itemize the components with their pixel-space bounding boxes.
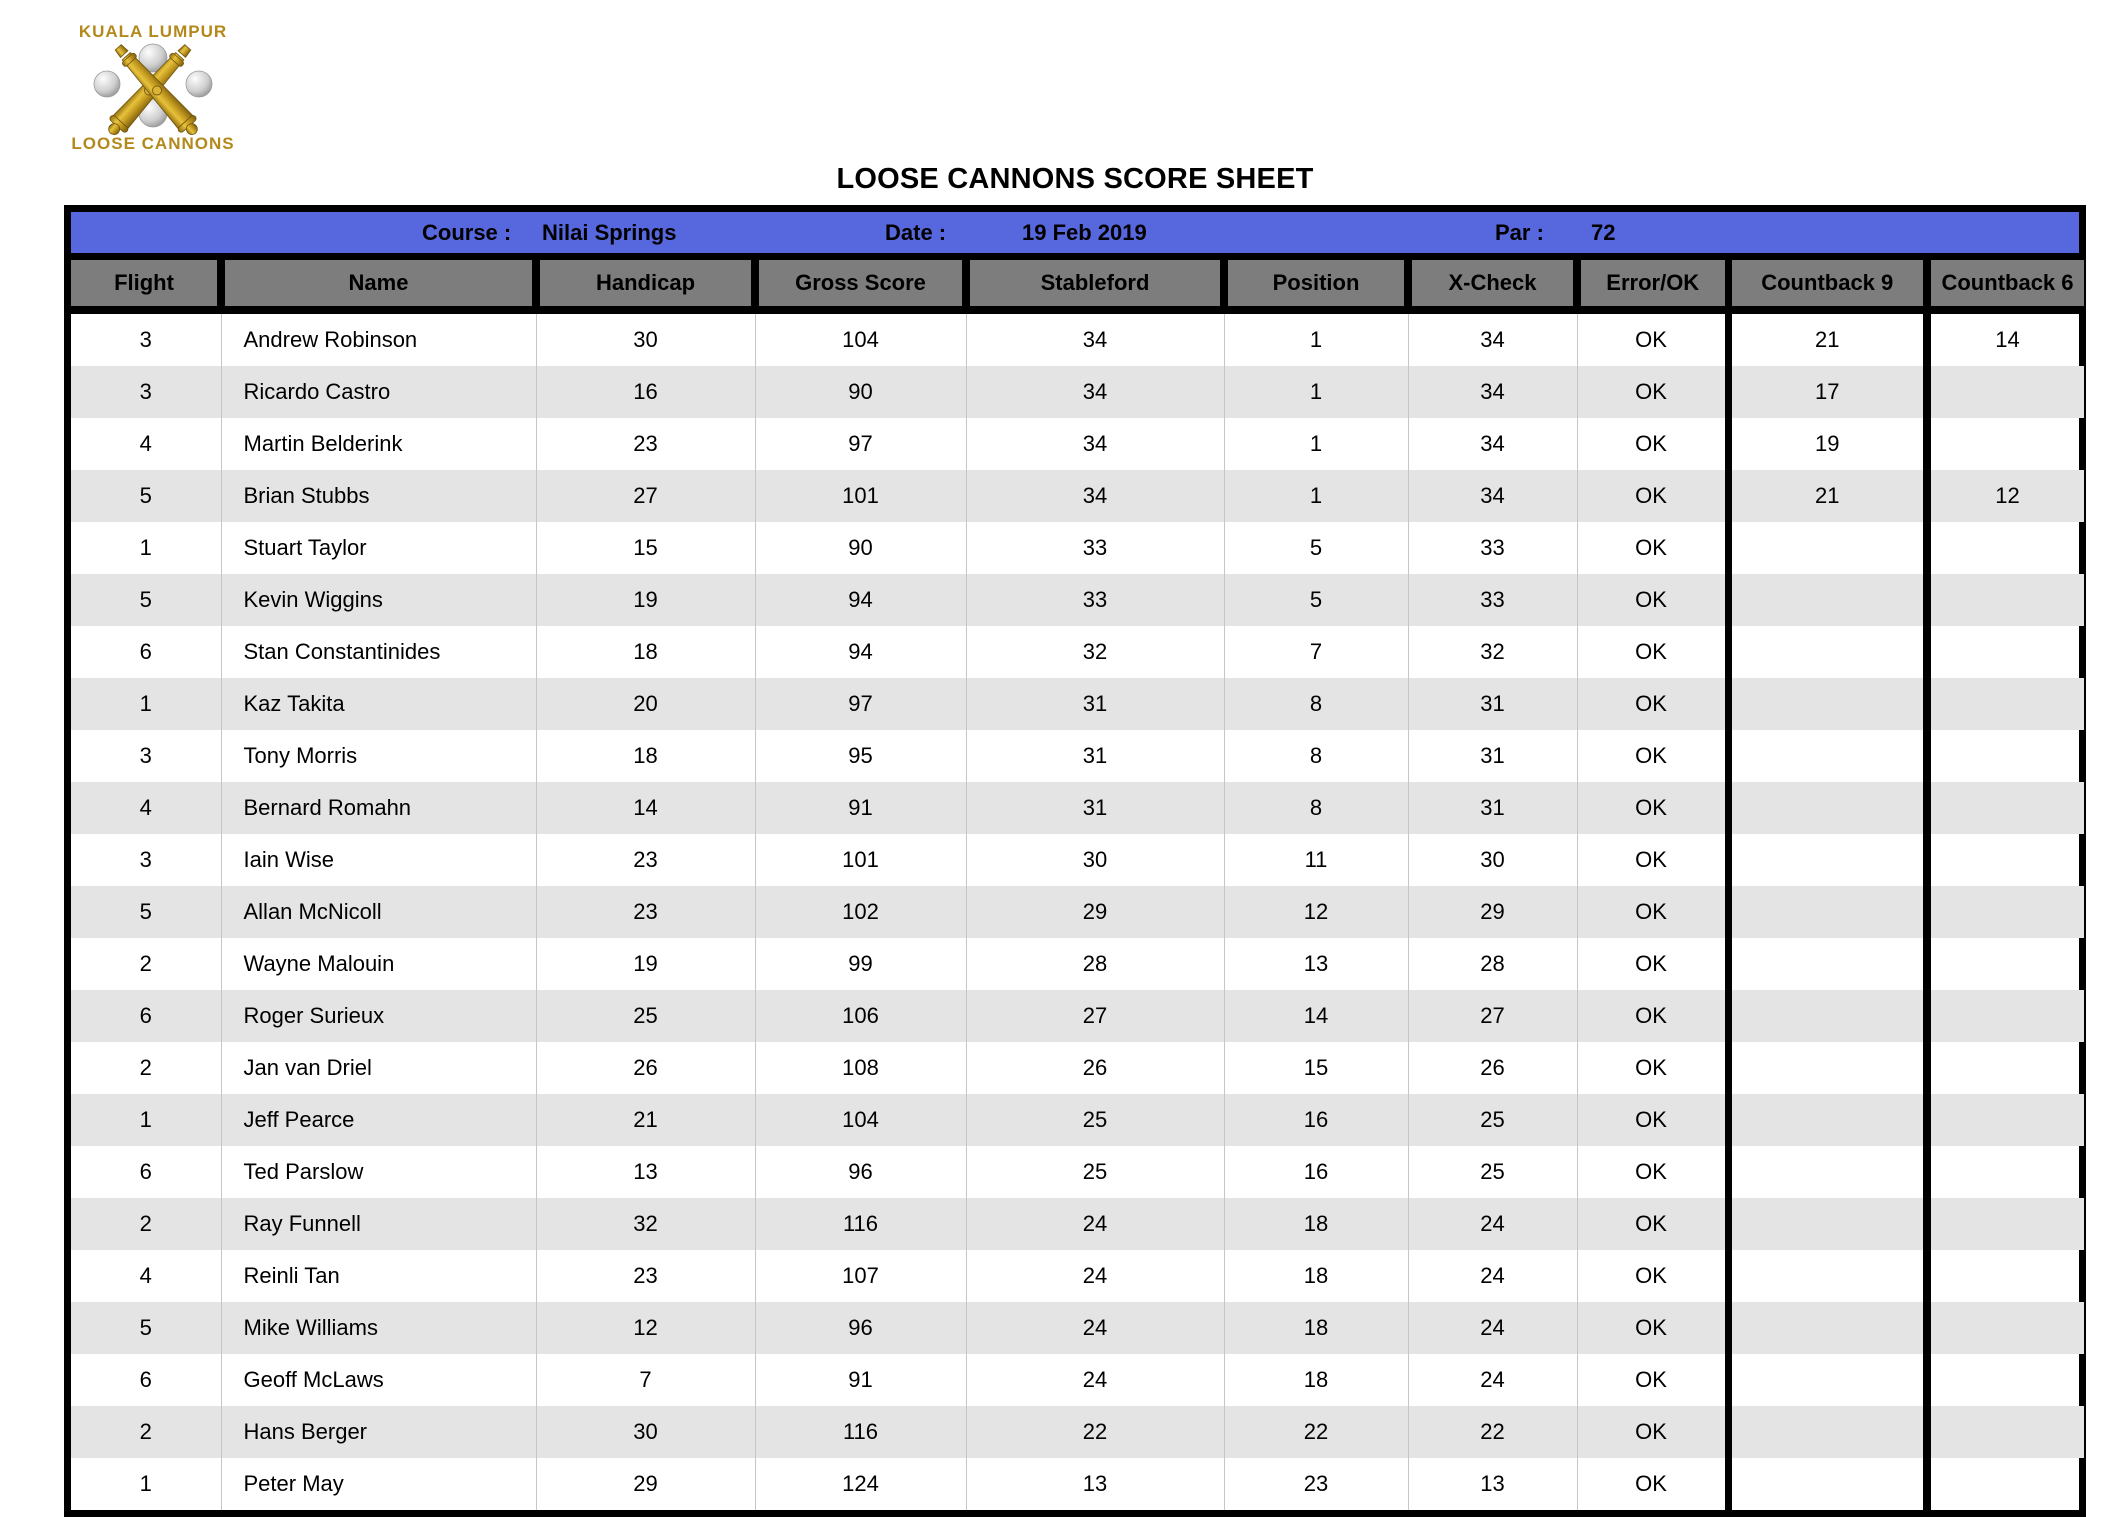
cell-handicap: 15: [536, 522, 755, 574]
cell-x-check: 34: [1408, 310, 1577, 366]
crossed-cannons-icon: [68, 6, 238, 152]
cell-position: 13: [1224, 938, 1408, 990]
cell-countback-9: [1728, 1198, 1927, 1250]
cell-countback-6: [1927, 1406, 2084, 1458]
cell-stableford: 34: [966, 418, 1224, 470]
cell-error-ok: OK: [1577, 1198, 1728, 1250]
column-header-position: Position: [1224, 260, 1408, 310]
cell-name: Stuart Taylor: [221, 522, 536, 574]
cell-stableford: 27: [966, 990, 1224, 1042]
cell-countback-6: [1927, 1302, 2084, 1354]
cell-x-check: 24: [1408, 1354, 1577, 1406]
cell-gross-score: 90: [755, 366, 966, 418]
table-row: [71, 834, 2084, 886]
cell-x-check: 25: [1408, 1094, 1577, 1146]
cell-error-ok: OK: [1577, 1406, 1728, 1458]
cell-stableford: 24: [966, 1250, 1224, 1302]
cell-flight: 3: [71, 834, 221, 886]
cell-position: 8: [1224, 782, 1408, 834]
cell-error-ok: OK: [1577, 418, 1728, 470]
table-header-row: [71, 260, 2084, 310]
cell-countback-9: [1728, 938, 1927, 990]
cell-name: Bernard Romahn: [221, 782, 536, 834]
cell-error-ok: OK: [1577, 470, 1728, 522]
cell-countback-9: 21: [1728, 470, 1927, 522]
cell-countback-6: [1927, 1146, 2084, 1198]
cell-gross-score: 102: [755, 886, 966, 938]
cell-countback-9: 19: [1728, 418, 1927, 470]
cell-countback-9: [1728, 886, 1927, 938]
cell-x-check: 31: [1408, 730, 1577, 782]
column-header-x-check: X-Check: [1408, 260, 1577, 310]
cell-countback-6: [1927, 886, 2084, 938]
cell-countback-6: [1927, 1354, 2084, 1406]
cell-error-ok: OK: [1577, 366, 1728, 418]
cell-error-ok: OK: [1577, 1250, 1728, 1302]
cell-countback-6: [1927, 366, 2084, 418]
cell-countback-6: [1927, 1458, 2084, 1510]
date-value: 19 Feb 2019: [1022, 219, 1147, 245]
cell-position: 1: [1224, 418, 1408, 470]
table-row: [71, 1302, 2084, 1354]
cell-countback-6: [1927, 1042, 2084, 1094]
cell-position: 23: [1224, 1458, 1408, 1510]
cell-flight: 5: [71, 886, 221, 938]
cell-position: 22: [1224, 1406, 1408, 1458]
cell-error-ok: OK: [1577, 782, 1728, 834]
cell-handicap: 27: [536, 470, 755, 522]
cell-error-ok: OK: [1577, 678, 1728, 730]
cell-x-check: 34: [1408, 366, 1577, 418]
score-table: [71, 260, 2084, 1510]
club-logo-line2-text: LOOSE CANNONS: [71, 134, 235, 152]
cell-stableford: 31: [966, 730, 1224, 782]
cell-handicap: 20: [536, 678, 755, 730]
table-row: [71, 678, 2084, 730]
cell-stableford: 24: [966, 1198, 1224, 1250]
cell-gross-score: 106: [755, 990, 966, 1042]
cell-gross-score: 94: [755, 574, 966, 626]
table-row: [71, 1094, 2084, 1146]
column-header-handicap: Handicap: [536, 260, 755, 310]
cell-stableford: 13: [966, 1458, 1224, 1510]
cell-flight: 3: [71, 366, 221, 418]
par-value: 72: [1591, 219, 1616, 245]
cell-position: 16: [1224, 1146, 1408, 1198]
cell-error-ok: OK: [1577, 1094, 1728, 1146]
cell-countback-9: 17: [1728, 366, 1927, 418]
cell-handicap: 25: [536, 990, 755, 1042]
cell-countback-9: 21: [1728, 310, 1927, 366]
cell-countback-6: [1927, 834, 2084, 886]
cell-name: Mike Williams: [221, 1302, 536, 1354]
course-value: Nilai Springs: [542, 219, 677, 245]
table-row: [71, 310, 2084, 366]
cell-position: 8: [1224, 678, 1408, 730]
column-header-countback-9: Countback 9: [1728, 260, 1927, 310]
cell-position: 1: [1224, 310, 1408, 366]
cell-flight: 5: [71, 574, 221, 626]
course-label: Course :: [422, 219, 512, 245]
cell-flight: 4: [71, 782, 221, 834]
cell-stableford: 26: [966, 1042, 1224, 1094]
cell-countback-6: [1927, 522, 2084, 574]
cell-x-check: 31: [1408, 782, 1577, 834]
cell-handicap: 26: [536, 1042, 755, 1094]
cell-countback-6: [1927, 1094, 2084, 1146]
table-row: [71, 1354, 2084, 1406]
cell-name: Iain Wise: [221, 834, 536, 886]
cell-stableford: 34: [966, 310, 1224, 366]
cell-name: Ray Funnell: [221, 1198, 536, 1250]
cell-handicap: 14: [536, 782, 755, 834]
cell-flight: 1: [71, 522, 221, 574]
cell-x-check: 24: [1408, 1250, 1577, 1302]
cell-gross-score: 91: [755, 1354, 966, 1406]
cell-handicap: 21: [536, 1094, 755, 1146]
cell-stableford: 31: [966, 782, 1224, 834]
cell-gross-score: 107: [755, 1250, 966, 1302]
cell-flight: 5: [71, 1302, 221, 1354]
table-row: [71, 366, 2084, 418]
cell-countback-6: [1927, 730, 2084, 782]
cell-stableford: 31: [966, 678, 1224, 730]
cell-name: Allan McNicoll: [221, 886, 536, 938]
cell-countback-9: [1728, 522, 1927, 574]
cell-countback-6: [1927, 938, 2084, 990]
cell-countback-9: [1728, 834, 1927, 886]
table-row: [71, 990, 2084, 1042]
cell-name: Wayne Malouin: [221, 938, 536, 990]
cell-gross-score: 116: [755, 1406, 966, 1458]
cell-countback-9: [1728, 1250, 1927, 1302]
column-header-flight: Flight: [71, 260, 221, 310]
cell-handicap: 12: [536, 1302, 755, 1354]
cell-gross-score: 101: [755, 834, 966, 886]
cell-name: Geoff McLaws: [221, 1354, 536, 1406]
cell-handicap: 32: [536, 1198, 755, 1250]
cell-error-ok: OK: [1577, 834, 1728, 886]
cell-handicap: 18: [536, 626, 755, 678]
cell-name: Tony Morris: [221, 730, 536, 782]
table-row: [71, 1458, 2084, 1510]
cell-countback-9: [1728, 1406, 1927, 1458]
cell-x-check: 29: [1408, 886, 1577, 938]
table-row: [71, 1198, 2084, 1250]
cell-x-check: 24: [1408, 1198, 1577, 1250]
cell-position: 16: [1224, 1094, 1408, 1146]
cell-gross-score: 101: [755, 470, 966, 522]
cell-flight: 2: [71, 1042, 221, 1094]
cell-error-ok: OK: [1577, 522, 1728, 574]
cell-x-check: 25: [1408, 1146, 1577, 1198]
cell-handicap: 19: [536, 574, 755, 626]
club-logo: [68, 6, 238, 152]
cell-gross-score: 96: [755, 1146, 966, 1198]
cell-flight: 2: [71, 938, 221, 990]
cell-x-check: 24: [1408, 1302, 1577, 1354]
cell-countback-6: [1927, 990, 2084, 1042]
cell-gross-score: 116: [755, 1198, 966, 1250]
cell-stableford: 29: [966, 886, 1224, 938]
golf-ball-icon: [94, 71, 120, 97]
cell-stableford: 25: [966, 1146, 1224, 1198]
table-row: [71, 938, 2084, 990]
cell-name: Martin Belderink: [221, 418, 536, 470]
cell-countback-6: 12: [1927, 470, 2084, 522]
cell-stableford: 28: [966, 938, 1224, 990]
column-header-countback-6: Countback 6: [1927, 260, 2084, 310]
cell-stableford: 30: [966, 834, 1224, 886]
cell-error-ok: OK: [1577, 310, 1728, 366]
cell-handicap: 30: [536, 310, 755, 366]
cell-stableford: 22: [966, 1406, 1224, 1458]
column-header-gross-score: Gross Score: [755, 260, 966, 310]
cell-error-ok: OK: [1577, 1458, 1728, 1510]
cell-countback-9: [1728, 1458, 1927, 1510]
table-row: [71, 470, 2084, 522]
table-row: [71, 1250, 2084, 1302]
cell-countback-6: [1927, 574, 2084, 626]
cell-countback-6: 14: [1995, 327, 2020, 352]
cell-error-ok: OK: [1577, 990, 1728, 1042]
cell-x-check: 27: [1408, 990, 1577, 1042]
cell-position: 18: [1224, 1198, 1408, 1250]
cell-handicap: 13: [536, 1146, 755, 1198]
club-logo-line1-text: KUALA LUMPUR: [78, 22, 228, 41]
cell-position: 1: [1224, 470, 1408, 522]
cell-gross-score: 91: [755, 782, 966, 834]
cell-handicap: 23: [536, 418, 755, 470]
cell-x-check: 34: [1408, 470, 1577, 522]
par-label: Par :: [1495, 219, 1544, 245]
cell-error-ok: OK: [1577, 1042, 1728, 1094]
cell-flight: 1: [71, 678, 221, 730]
cell-name: Jan van Driel: [221, 1042, 536, 1094]
column-header-name: Name: [221, 260, 536, 310]
table-row: [71, 730, 2084, 782]
cell-countback-6: [1927, 782, 2084, 834]
cell-gross-score: 94: [755, 626, 966, 678]
cell-handicap: 18: [536, 730, 755, 782]
cell-position: 5: [1224, 522, 1408, 574]
cell-name: Kaz Takita: [221, 678, 536, 730]
cell-flight: 6: [71, 626, 221, 678]
cell-flight: 2: [71, 1198, 221, 1250]
cell-gross-score: 97: [755, 678, 966, 730]
cell-flight: 6: [71, 990, 221, 1042]
cell-position: 1: [1224, 366, 1408, 418]
cell-name: Hans Berger: [221, 1406, 536, 1458]
cell-name: Andrew Robinson: [221, 310, 536, 366]
cell-gross-score: 95: [755, 730, 966, 782]
table-row: [71, 522, 2084, 574]
table-row: [71, 1042, 2084, 1094]
cell-x-check: 33: [1408, 522, 1577, 574]
cell-gross-score: 90: [755, 522, 966, 574]
cell-x-check: 26: [1408, 1042, 1577, 1094]
cell-position: 12: [1224, 886, 1408, 938]
cell-name: Brian Stubbs: [221, 470, 536, 522]
cell-stableford: 34: [966, 470, 1224, 522]
cell-x-check: 28: [1408, 938, 1577, 990]
cell-countback-6: [1927, 678, 2084, 730]
cell-flight: 1: [71, 1094, 221, 1146]
cell-gross-score: 97: [755, 418, 966, 470]
cell-handicap: 29: [536, 1458, 755, 1510]
cell-handicap: 7: [536, 1354, 755, 1406]
cell-name: Roger Surieux: [221, 990, 536, 1042]
cell-position: 14: [1224, 990, 1408, 1042]
info-bar: [71, 212, 2079, 260]
cell-gross-score: 124: [755, 1458, 966, 1510]
cell-x-check: 22: [1408, 1406, 1577, 1458]
cell-position: 18: [1224, 1250, 1408, 1302]
cell-x-check: 30: [1408, 834, 1577, 886]
cell-error-ok: OK: [1577, 886, 1728, 938]
cell-countback-6: [1927, 1198, 2084, 1250]
cell-handicap: 23: [536, 886, 755, 938]
cell-gross-score: 99: [755, 938, 966, 990]
cell-position: 18: [1224, 1354, 1408, 1406]
cell-position: 7: [1224, 626, 1408, 678]
cell-x-check: 31: [1408, 678, 1577, 730]
cell-countback-9: [1728, 730, 1927, 782]
cell-flight: 2: [71, 1406, 221, 1458]
cell-error-ok: OK: [1577, 1354, 1728, 1406]
cell-name: Stan Constantinides: [221, 626, 536, 678]
table-row: [71, 626, 2084, 678]
cell-countback-9: [1728, 678, 1927, 730]
cell-name: Reinli Tan: [221, 1250, 536, 1302]
cell-handicap: 30: [536, 1406, 755, 1458]
cell-countback-9: [1728, 1302, 1927, 1354]
cell-countback-9: [1728, 1146, 1927, 1198]
cell-flight: 4: [71, 418, 221, 470]
cell-flight: 4: [71, 1250, 221, 1302]
cell-gross-score: 108: [755, 1042, 966, 1094]
cell-position: 5: [1224, 574, 1408, 626]
cell-gross-score: 104: [755, 310, 966, 366]
cell-x-check: 33: [1408, 574, 1577, 626]
cell-handicap: 16: [536, 366, 755, 418]
cell-name: Ted Parslow: [221, 1146, 536, 1198]
cell-countback-9: [1728, 626, 1927, 678]
cell-flight: 6: [71, 1354, 221, 1406]
cell-flight: 3: [71, 730, 221, 782]
cell-error-ok: OK: [1577, 1302, 1728, 1354]
table-row: [71, 574, 2084, 626]
cell-stableford: 33: [966, 522, 1224, 574]
cell-countback-6: [1927, 1250, 2084, 1302]
cell-position: 15: [1224, 1042, 1408, 1094]
page-title: LOOSE CANNONS SCORE SHEET: [836, 163, 1314, 195]
cell-position: 8: [1224, 730, 1408, 782]
cell-flight: 5: [71, 470, 221, 522]
table-row: [71, 1406, 2084, 1458]
cell-name: Jeff Pearce: [221, 1094, 536, 1146]
cell-error-ok: OK: [1577, 1146, 1728, 1198]
cell-handicap: 23: [536, 1250, 755, 1302]
cell-error-ok: OK: [1577, 626, 1728, 678]
cell-countback-9: [1728, 1042, 1927, 1094]
cell-name: Peter May: [221, 1458, 536, 1510]
cell-countback-9: [1728, 1094, 1927, 1146]
cell-stableford: 25: [966, 1094, 1224, 1146]
cell-error-ok: OK: [1577, 938, 1728, 990]
cell-countback-9: [1728, 782, 1927, 834]
cell-stableford: 34: [966, 366, 1224, 418]
table-row: [71, 782, 2084, 834]
cell-countback-9: [1728, 1354, 1927, 1406]
cell-x-check: 13: [1408, 1458, 1577, 1510]
cell-x-check: 32: [1408, 626, 1577, 678]
cell-error-ok: OK: [1577, 574, 1728, 626]
column-header-error-ok: Error/OK: [1577, 260, 1728, 310]
cell-flight: 3: [71, 310, 221, 366]
cell-stableford: 24: [966, 1354, 1224, 1406]
cell-flight: 6: [71, 1146, 221, 1198]
cell-countback-6: [1927, 626, 2084, 678]
cell-x-check: 34: [1408, 418, 1577, 470]
cell-stableford: 24: [966, 1302, 1224, 1354]
cell-countback-9: [1728, 574, 1927, 626]
table-row: [71, 418, 2084, 470]
score-sheet: [64, 205, 2086, 1517]
column-header-stableford: Stableford: [966, 260, 1224, 310]
cell-flight: 1: [71, 1458, 221, 1510]
cell-countback-6: [1927, 418, 2084, 470]
date-label: Date :: [885, 219, 947, 245]
golf-ball-icon: [186, 71, 212, 97]
cell-name: Kevin Wiggins: [221, 574, 536, 626]
cell-stableford: 33: [966, 574, 1224, 626]
table-row: [71, 1146, 2084, 1198]
cell-gross-score: 96: [755, 1302, 966, 1354]
table-row: [71, 886, 2084, 938]
cell-position: 18: [1224, 1302, 1408, 1354]
cell-error-ok: OK: [1577, 730, 1728, 782]
cell-stableford: 32: [966, 626, 1224, 678]
cell-gross-score: 104: [755, 1094, 966, 1146]
cell-handicap: 23: [536, 834, 755, 886]
cell-name: Ricardo Castro: [221, 366, 536, 418]
cell-handicap: 19: [536, 938, 755, 990]
cell-countback-9: [1728, 990, 1927, 1042]
cell-position: 11: [1224, 834, 1408, 886]
